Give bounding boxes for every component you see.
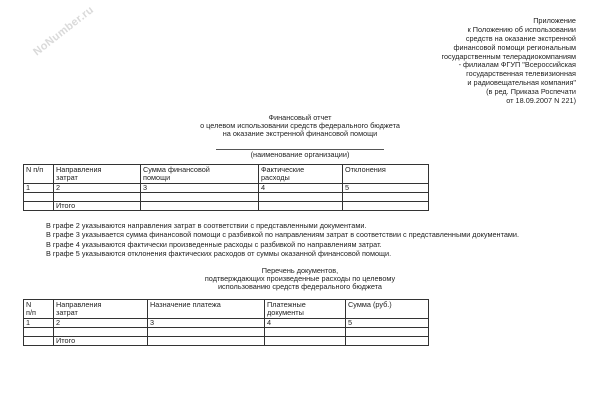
table-cell[interactable]	[346, 337, 429, 346]
column-number: 1	[24, 184, 54, 193]
header-text: Отклонения	[345, 165, 386, 174]
note: В графе 3 указывается сумма финансовой помощи с разбивкой по направлениям затрат в соответствии с представленными документами.	[46, 230, 520, 240]
header-text: N	[26, 300, 32, 309]
header-text: Назначение платежа	[150, 300, 221, 309]
table-row	[24, 328, 429, 337]
column-number: 5	[346, 319, 429, 328]
header-text: Сумма финансовой	[143, 165, 210, 174]
header-cell	[343, 165, 429, 184]
report-title	[150, 114, 450, 137]
title-line: использованию средств федерального бюджета	[217, 282, 382, 291]
header-cell	[259, 165, 343, 184]
total-label: Итого	[54, 202, 141, 211]
appendix-line: от 18.09.2007 N 221)	[506, 96, 576, 106]
column-number: 4	[259, 184, 343, 193]
table-cell[interactable]	[24, 328, 54, 337]
appendix-line: государственная телевизионная	[466, 69, 576, 79]
column-number: 3	[148, 319, 265, 328]
title-line: на оказание экстренной финансовой помощи	[222, 128, 378, 138]
title-line: Финансовый отчет	[268, 113, 332, 122]
header-text: затрат	[56, 308, 78, 318]
header-text: затрат	[56, 173, 78, 183]
title-line: о целевом использовании средств федерального бюджета	[200, 120, 400, 130]
table-cell[interactable]	[54, 193, 141, 202]
header-text: Платежные	[267, 300, 306, 309]
table-cell[interactable]	[346, 328, 429, 337]
table-cell[interactable]	[265, 337, 346, 346]
table-cell[interactable]	[141, 202, 259, 211]
total-row	[24, 202, 429, 211]
header-text: Сумма (руб.)	[348, 300, 392, 309]
column-number: 2	[54, 319, 148, 328]
watermark: NoNumber.ru	[31, 3, 97, 59]
appendix-line: - филиалам ФГУП "Всероссийская	[458, 60, 576, 70]
title-line: подтверждающих произведенные расходы по целевому	[204, 274, 396, 283]
column-number-row	[24, 319, 429, 328]
appendix-line: Приложение	[533, 16, 576, 25]
appendix-line: к Положению об использовании	[467, 24, 576, 34]
header-cell	[54, 300, 148, 319]
appendix-line: и радиовещательная компания"	[467, 78, 576, 88]
column-number: 4	[265, 319, 346, 328]
header-cell	[24, 165, 54, 184]
appendix-header	[326, 17, 576, 106]
table-cell[interactable]	[148, 337, 265, 346]
table-cell[interactable]	[259, 202, 343, 211]
documents-table	[23, 299, 429, 346]
appendix-line: (в ред. Приказа Роспечати	[486, 87, 576, 97]
note: В графе 4 указываются фактически произведенные расходы с разбивкой по направлениям затрат.	[46, 239, 382, 249]
header-text: Направления	[56, 165, 102, 174]
appendix-line: финансовой помощи региональным	[453, 42, 576, 52]
table-cell[interactable]	[141, 193, 259, 202]
table-cell[interactable]	[259, 193, 343, 202]
table-cell[interactable]	[265, 328, 346, 337]
documents-list-title	[150, 267, 450, 291]
table-header-row	[24, 165, 429, 184]
appendix-line: средств на оказание экстренной	[465, 33, 576, 43]
table-cell[interactable]	[54, 328, 148, 337]
total-row	[24, 337, 429, 346]
title-line: Перечень документов,	[261, 266, 339, 275]
column-number: 5	[343, 184, 429, 193]
table-header-row	[24, 300, 429, 319]
table-cell[interactable]	[343, 193, 429, 202]
header-cell	[148, 300, 265, 319]
appendix-line: государственным телерадиокомпаниям	[441, 51, 576, 61]
table-cell[interactable]	[24, 193, 54, 202]
table-cell[interactable]	[24, 202, 54, 211]
header-text: расходы	[261, 173, 290, 183]
column-number: 2	[54, 184, 141, 193]
header-cell	[54, 165, 141, 184]
header-text: Направления	[56, 300, 102, 309]
total-label: Итого	[54, 337, 148, 346]
note: В графе 2 указываются направления затрат в соответствии с представленными документами.	[46, 221, 367, 230]
column-number: 3	[141, 184, 259, 193]
organization-caption: (наименование организации)	[250, 150, 350, 159]
header-text: Фактические	[261, 165, 305, 174]
table-cell[interactable]	[343, 202, 429, 211]
note: В графе 5 указываются отклонения фактических расходов от суммы оказанной финансовой помощи.	[46, 248, 392, 258]
header-cell	[265, 300, 346, 319]
column-notes	[46, 222, 519, 259]
header-text: N п/п	[26, 165, 44, 174]
header-text: п/п	[26, 308, 36, 318]
table-row	[24, 193, 429, 202]
header-cell	[24, 300, 54, 319]
header-text: документы	[267, 308, 304, 318]
header-text: помощи	[143, 173, 171, 183]
column-number-row	[24, 184, 429, 193]
table-cell[interactable]	[24, 337, 54, 346]
header-cell	[141, 165, 259, 184]
header-cell	[346, 300, 429, 319]
column-number: 1	[24, 319, 54, 328]
table-cell[interactable]	[148, 328, 265, 337]
financial-report-table	[23, 164, 429, 211]
